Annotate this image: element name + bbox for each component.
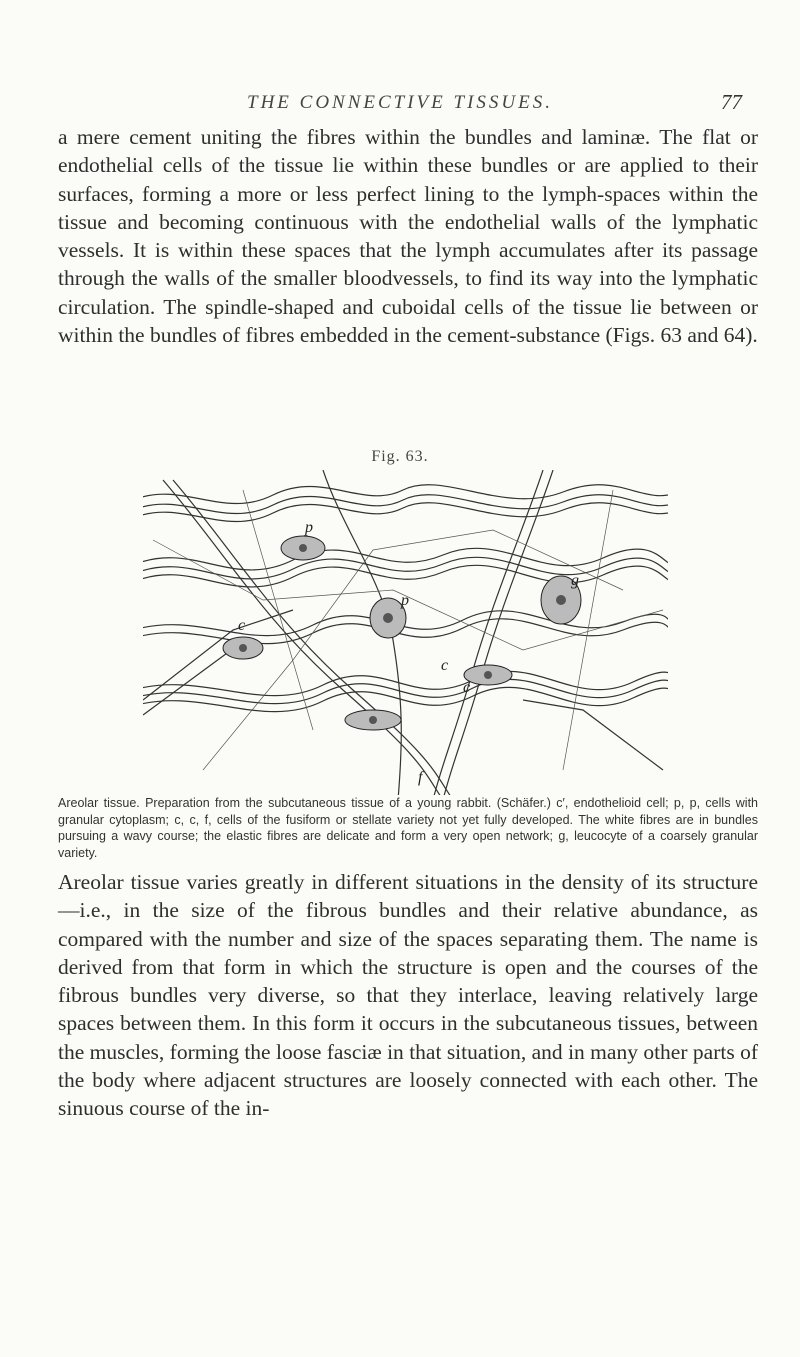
running-title: THE CONNECTIVE TISSUES. — [247, 92, 553, 113]
figure-caption: Areolar tissue. Preparation from the subcutaneous tissue of a young rabbit. (Schäfer.) c′, endothelioid cell; p, p, cells with granular cytoplasm; c, c, f, cells of the fusiform or stellate variety not yet fully developed. The white fibres are in bundles pursuing a wavy course; the elastic fibres are delicate and form a very open network; g, leucocyte of a coarsely granular variety. — [58, 796, 758, 860]
body-paragraph-1: a mere cement uniting the fibres within the bundles and laminæ. The flat or endothelial cells of the tissue lie within these bundles or are applied to their surfaces, forming a more or less perfect lining to the lymph-spaces within the tissue and becoming continuous with the endothelial walls of the lymphatic vessels. It is within these spaces that the lymph accumulates after its passage through the walls of the smaller bloodvessels, to find its way into the lymphatic circulation. The spindle-shaped and cuboidal cells of the tissue lie between or within the bundles of fibres embedded in the cement-substance (Figs. 63 and 64). — [58, 125, 758, 348]
letter-p-top: p — [305, 519, 313, 536]
letter-c-left: c — [238, 617, 246, 634]
figure-label: Fig. 63. — [371, 448, 429, 465]
letter-p-mid: p — [401, 592, 409, 609]
body-paragraph-2: Areolar tissue varies greatly in different situations in the density of its structure—i.e., in the size of the fibrous bundles and their relative abundance, as compared with the number and size of the spaces separating them. The name is derived from that form in which the structure is open and the courses of the fibrous bundles very diverse, so that they interlace, leaving relatively large spaces between them. In this form it occurs in the subcutaneous tissues, between the muscles, forming the loose fasciæ in that situation, and in many other parts of the body where adjacent structures are loosely connected with each other. The sinuous course of the in- — [58, 870, 758, 1121]
page-header — [0, 92, 800, 122]
letter-c-lower: c — [463, 679, 471, 696]
page-number: 77 — [721, 90, 742, 114]
areolar-tissue-drawing — [143, 470, 668, 795]
letter-f: f — [418, 769, 423, 786]
figure-illustration — [143, 470, 668, 795]
letter-c-mid: c — [441, 657, 449, 674]
letter-g: g — [571, 572, 579, 589]
